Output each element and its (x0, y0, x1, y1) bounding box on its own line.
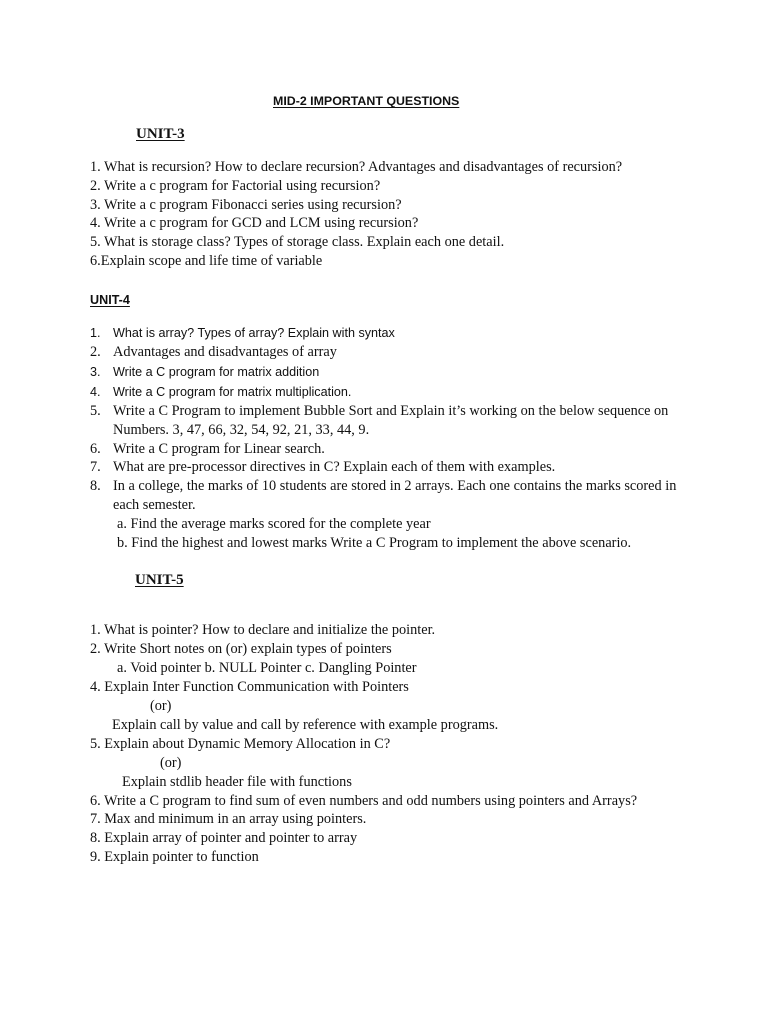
page-title: MID-2 IMPORTANT QUESTIONS (273, 94, 460, 108)
unit5-item-9: 9. Explain pointer to function (90, 849, 259, 865)
unit4-item-5-continued: Numbers. 3, 47, 66, 32, 54, 92, 21, 33, 44, 9. (113, 422, 370, 438)
unit5-item-5-or: (or) (160, 755, 182, 771)
unit5-item-8: 8. Explain array of pointer and pointer to array (90, 830, 358, 846)
unit4-item-2-number: 2. (90, 344, 101, 360)
unit3-heading: UNIT-3 (136, 126, 185, 142)
unit4-item-8: In a college, the marks of 10 students are stored in 2 arrays. Each one contains the marks scored in (113, 478, 677, 494)
unit4-heading: UNIT-4 (90, 293, 130, 307)
unit4-item-1-number: 1. (90, 326, 101, 340)
unit5-item-6: 6. Write a C program to find sum of even numbers and odd numbers using pointers and Arrays? (90, 793, 638, 809)
unit3-item-3: 3. Write a c program Fibonacci series using recursion? (90, 197, 402, 213)
unit5-item-1: 1. What is pointer? How to declare and initialize the pointer. (90, 622, 436, 638)
unit3-item-5: 5. What is storage class? Types of storage class. Explain each one detail. (90, 234, 505, 250)
unit3-item-2: 2. Write a c program for Factorial using recursion? (90, 178, 381, 194)
unit5-item-5: 5. Explain about Dynamic Memory Allocation in C? (90, 736, 391, 752)
unit5-item-4: 4. Explain Inter Function Communication with Pointers (90, 679, 409, 695)
unit4-item-5: Write a C Program to implement Bubble Sort and Explain it’s working on the below sequence on (113, 403, 669, 419)
unit4-item-5-number: 5. (90, 403, 101, 419)
unit4-item-6-number: 6. (90, 441, 101, 457)
unit4-item-7: What are pre-processor directives in C? Explain each of them with examples. (113, 459, 556, 475)
unit5-item-2: 2. Write Short notes on (or) explain types of pointers (90, 641, 392, 657)
unit4-item-1: What is array? Types of array? Explain with syntax (113, 326, 395, 340)
unit4-item-8-number: 8. (90, 478, 101, 494)
unit5-item-4-or: (or) (150, 698, 172, 714)
unit4-item-4: Write a C program for matrix multiplication. (113, 385, 352, 399)
unit4-item-7-number: 7. (90, 459, 101, 475)
unit5-item-7: 7. Max and minimum in an array using pointers. (90, 811, 367, 827)
unit4-item-6: Write a C program for Linear search. (113, 441, 325, 457)
unit4-item-3: Write a C program for matrix addition (113, 365, 320, 379)
unit3-item-1: 1. What is recursion? How to declare recursion? Advantages and disadvantages of recursion? (90, 159, 623, 175)
unit5-heading: UNIT-5 (135, 572, 184, 588)
unit5-item-4-alternate: Explain call by value and call by reference with example programs. (112, 717, 499, 733)
unit5-item-2-subitems: a. Void pointer b. NULL Pointer c. Dangling Pointer (117, 660, 417, 676)
unit4-subitem-b: b. Find the highest and lowest marks Write a C Program to implement the above scenario. (117, 535, 632, 551)
unit4-subitem-a: a. Find the average marks scored for the complete year (117, 516, 431, 532)
unit5-item-5-alternate: Explain stdlib header file with functions (122, 774, 352, 790)
unit4-item-3-number: 3. (90, 365, 101, 379)
unit4-item-2: Advantages and disadvantages of array (113, 344, 337, 360)
unit3-item-4: 4. Write a c program for GCD and LCM using recursion? (90, 215, 419, 231)
unit4-item-8-continued: each semester. (113, 497, 196, 513)
unit4-item-4-number: 4. (90, 385, 101, 399)
unit3-item-6: 6.Explain scope and life time of variable (90, 253, 323, 269)
